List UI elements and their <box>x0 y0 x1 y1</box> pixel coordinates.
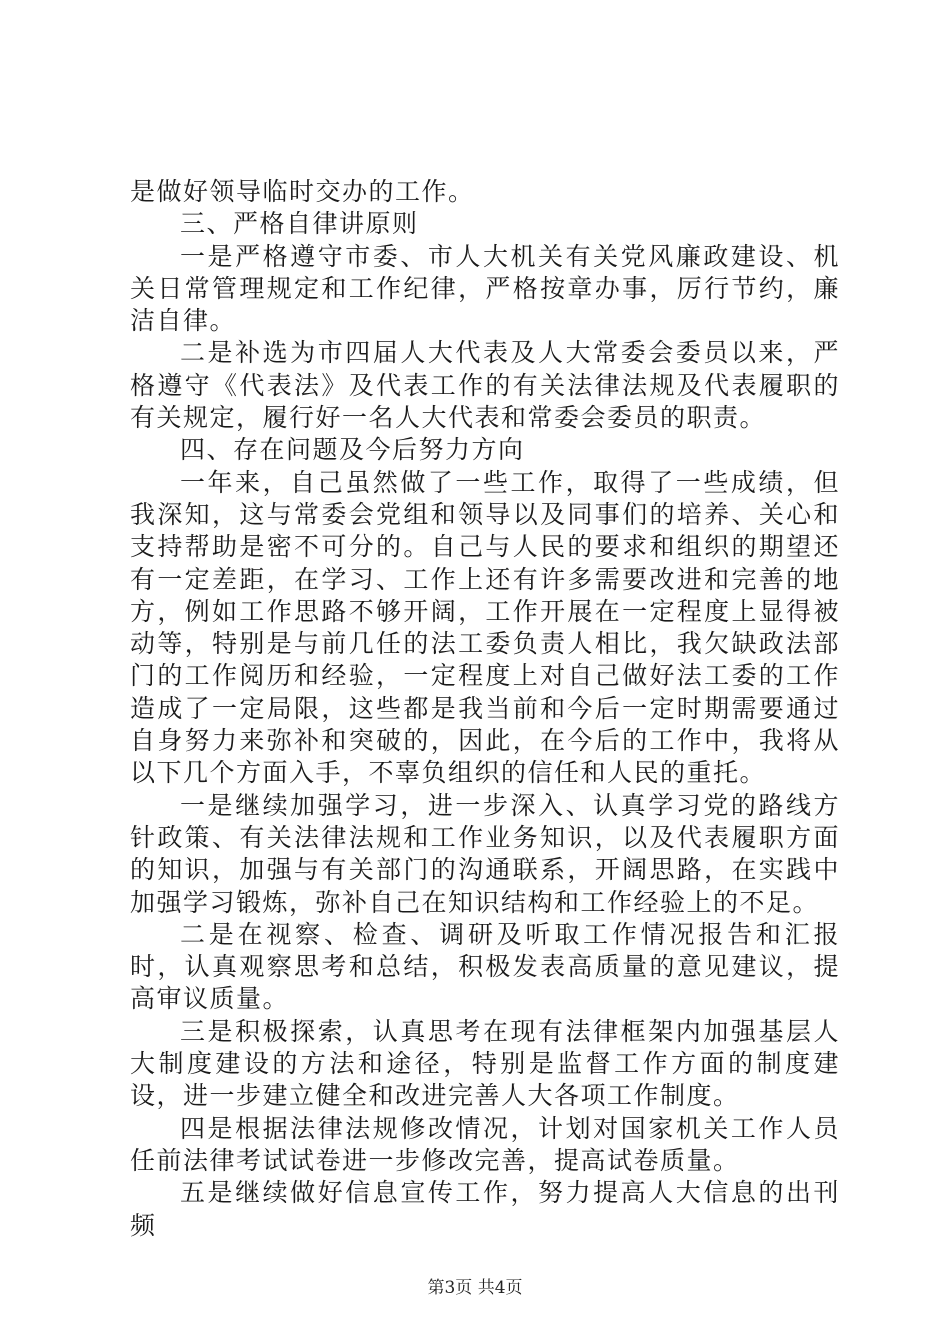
section-heading-3: 三、严格自律讲原则 <box>180 209 419 239</box>
page-number-label: 第3页 共4页 <box>427 1278 523 1298</box>
paragraph-3-2: 二是补选为市四届人大代表及人大常委会委员以来，严格遵守《代表法》及代表工作的有关法律法规及代表履职的有关规定，履行好一名人大代表和常委会委员的职责。 <box>130 338 840 433</box>
paragraph-continuation: 是做好领导临时交办的工作。 <box>130 177 475 206</box>
paragraph-3-1: 一是严格遵守市委、市人大机关有关党风廉政建设、机关日常管理规定和工作纪律，严格按章办事，厉行节约，廉洁自律。 <box>130 241 840 336</box>
page-footer <box>0 1277 950 1299</box>
document-body <box>130 176 840 1242</box>
paragraph-4-3: 三是积极探索，认真思考在现有法律框架内加强基层人大制度建设的方法和途径，特别是监督工作方面的制度建设，进一步建立健全和改进完善人大各项工作制度。 <box>130 1016 840 1111</box>
paragraph-4-2: 二是在视察、检查、调研及听取工作情况报告和汇报时，认真观察思考和总结，积极发表高质量的意见建议，提高审议质量。 <box>130 919 840 1014</box>
paragraph-4-5: 五是继续做好信息宣传工作，努力提高人大信息的出刊频 <box>130 1178 840 1240</box>
paragraph-4-4: 四是根据法律法规修改情况，计划对国家机关工作人员任前法律考试试卷进一步修改完善，提高试卷质量。 <box>130 1113 840 1175</box>
paragraph-4-intro: 一年来，自己虽然做了一些工作，取得了一些成绩，但我深知，这与常委会党组和领导以及同事们的培养、关心和支持帮助是密不可分的。自己与人民的要求和组织的期望还有一定差距，在学习、工作上还有许多需要改进和完善的地方，例如工作思路不够开阔，工作开展在一定程度上显得被动等，特别是与前几任的法工委负责人相比，我欠缺政法部门的工作阅历和经验，一定程度上对自己做好法工委的工作造成了一定局限，这些都是我当前和今后一定时期需要通过自身努力来弥补和突破的，因此，在今后的工作中，我将从以下几个方面入手，不辜负组织的信任和人民的重托。 <box>130 467 840 788</box>
paragraph-4-1: 一是继续加强学习，进一步深入、认真学习党的路线方针政策、有关法律法规和工作业务知识，以及代表履职方面的知识，加强与有关部门的沟通联系，开阔思路，在实践中加强学习锻炼，弥补自己在知识结构和工作经验上的不足。 <box>130 790 840 917</box>
section-heading-4: 四、存在问题及今后努力方向 <box>180 435 525 465</box>
